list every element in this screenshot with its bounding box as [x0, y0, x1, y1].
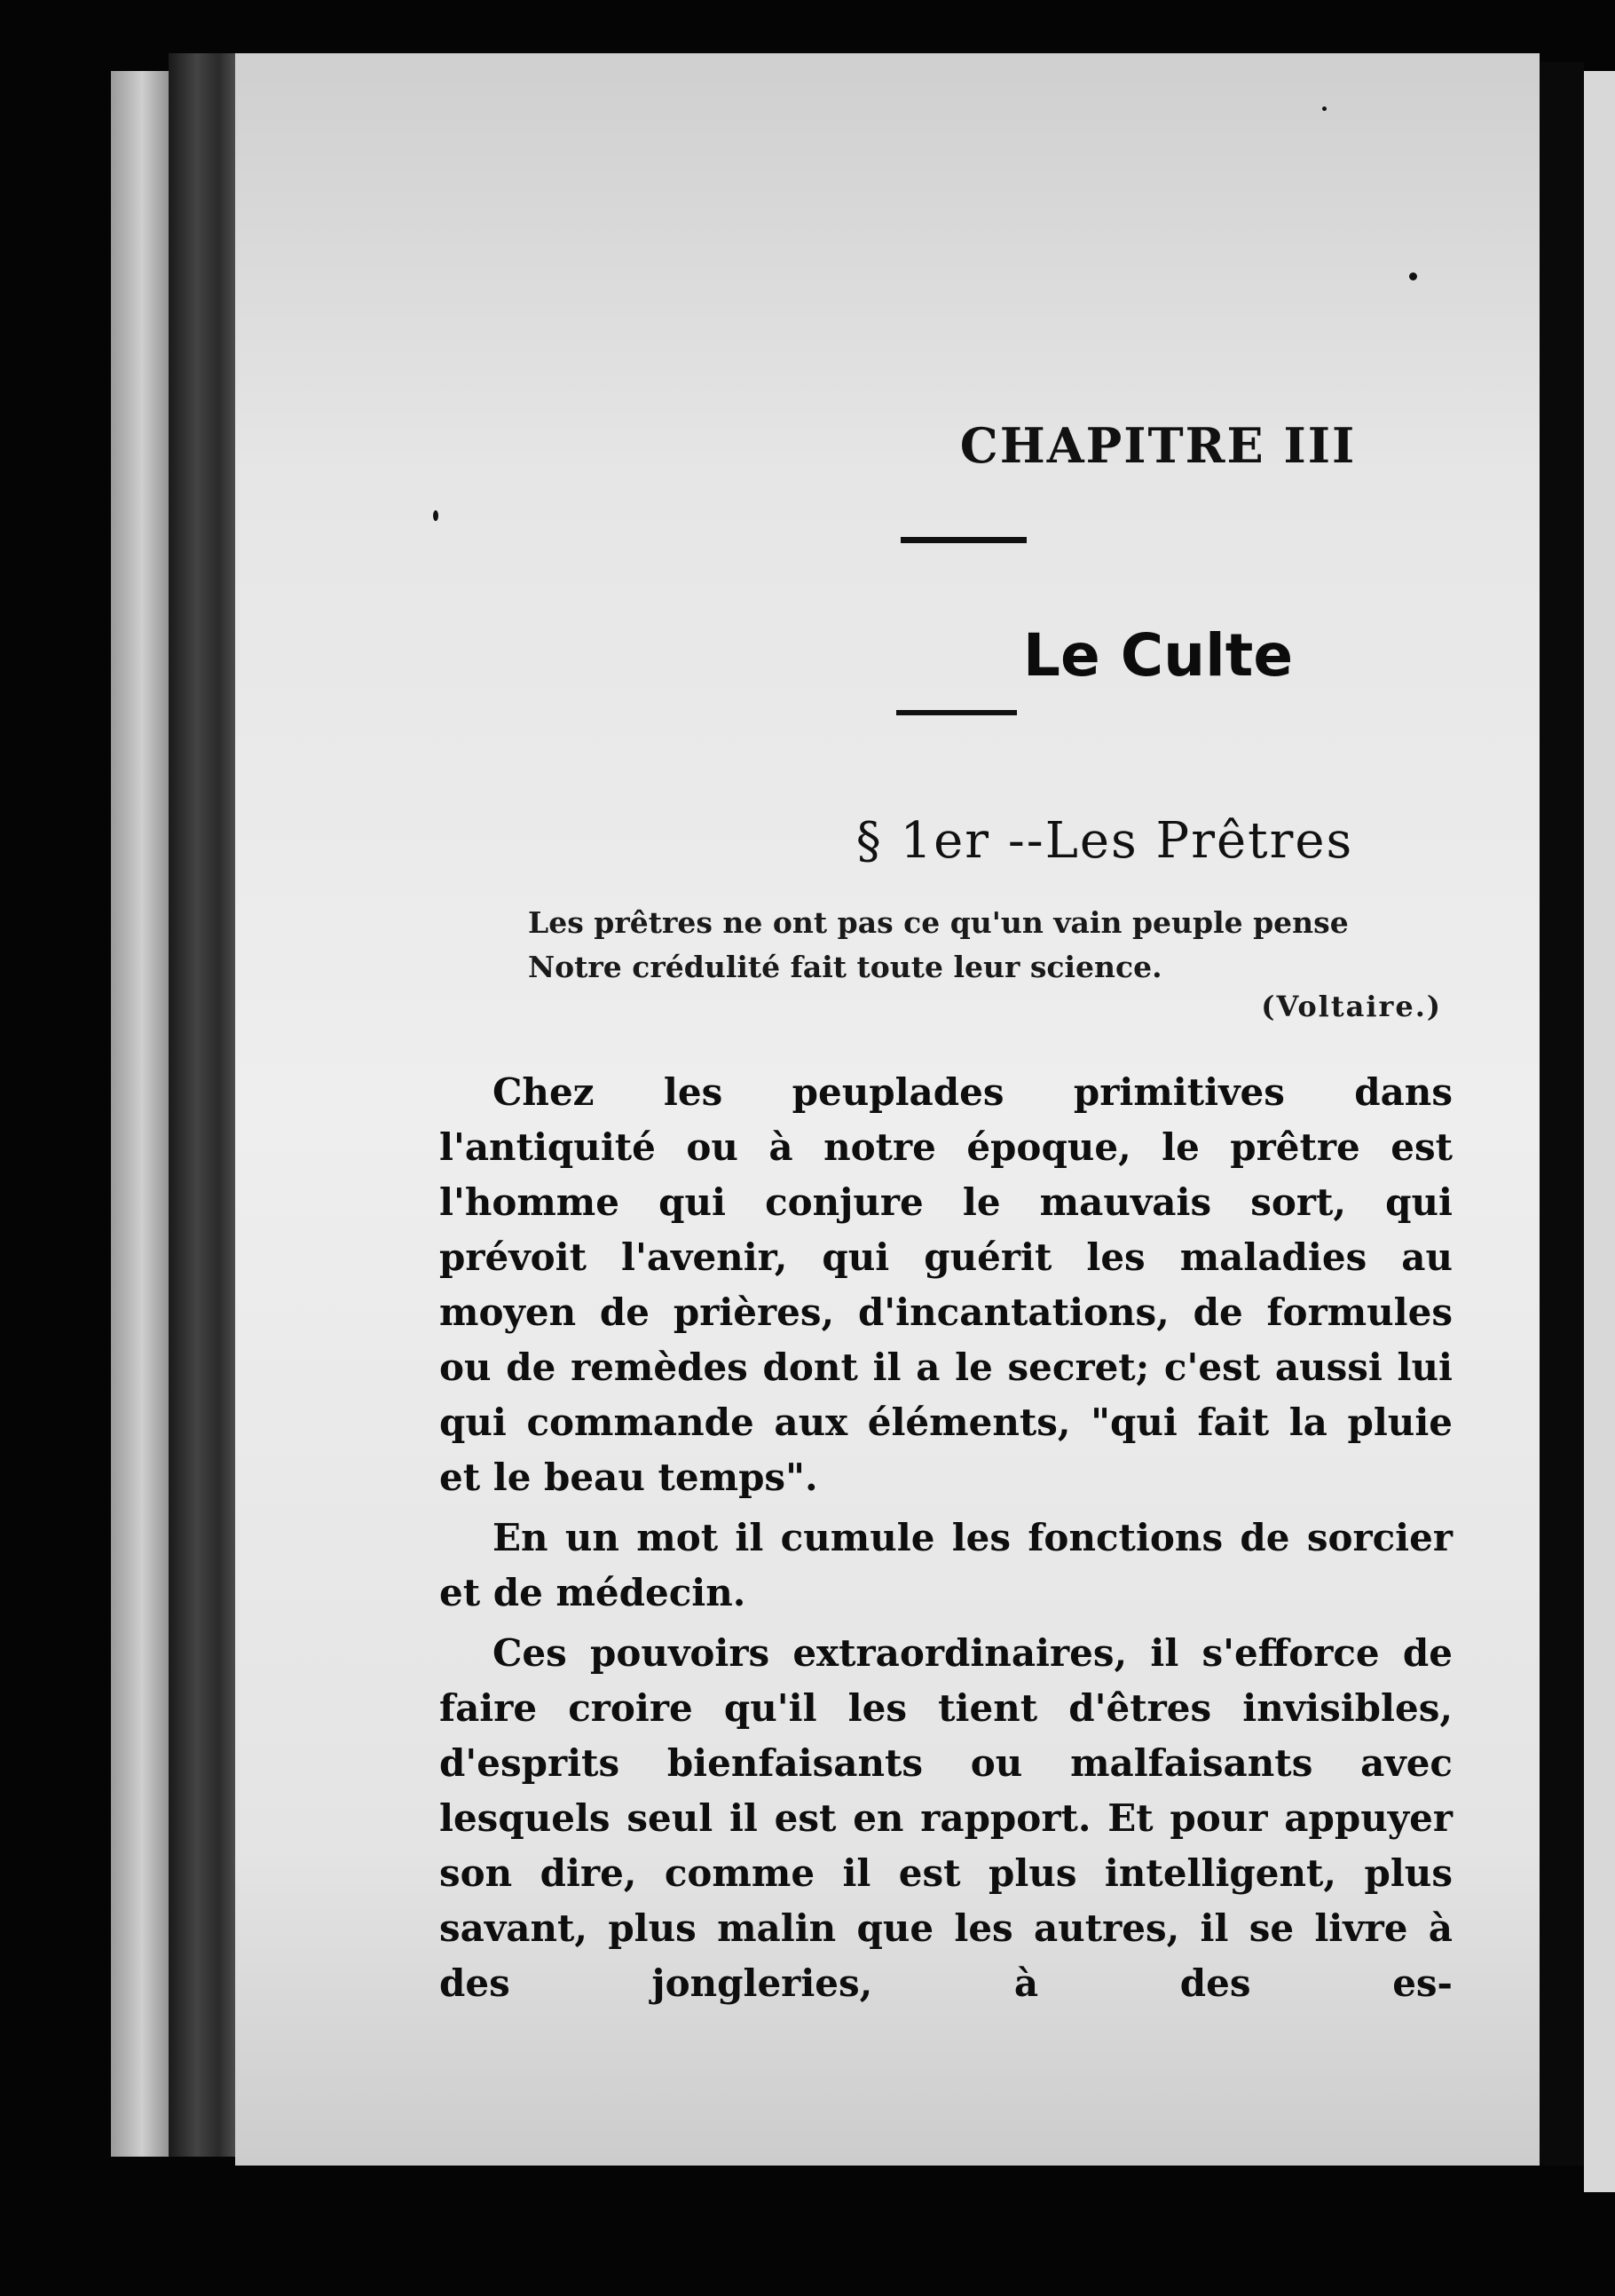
- chapter-heading: CHAPITRE III: [959, 417, 1357, 474]
- print-speck: [1322, 107, 1327, 111]
- print-speck: [433, 510, 438, 521]
- section-heading: § 1er --Les Prêtres: [855, 812, 1354, 870]
- paragraph: En un mot il cumule les fonctions de sorcier et de médecin.: [439, 1516, 1453, 1614]
- paragraph: Chez les peuplades primitives dans l'antiquité ou à notre époque, le prêtre est l'homme qui conjure le mauvais sort, qui prévoit l'avenir, qui guérit les maladies au moyen de prières, d'incantations, de formules ou de remèdes dont il a le secret; c'est aussi lui qui commande aux éléments, "qui fait la pluie et le beau temps".: [439, 1070, 1453, 1499]
- epigraph-line: Les prêtres ne ont pas ce qu'un vain peuple pense: [528, 905, 1349, 940]
- body-text: [439, 1065, 1453, 2011]
- epigraph-attribution: (Voltaire.): [1261, 990, 1442, 1023]
- print-speck: [1409, 272, 1417, 280]
- book-page: [235, 53, 1540, 2166]
- right-page-shadow: [1540, 62, 1584, 2166]
- book-page-edges: [111, 71, 173, 2157]
- epigraph-line: Notre crédulité fait toute leur science.: [528, 950, 1162, 984]
- facing-page-edge: [1584, 71, 1615, 2192]
- heading-rule-top: [901, 537, 1027, 543]
- epigraph: [528, 901, 1451, 990]
- chapter-title: Le Culte: [1022, 621, 1294, 690]
- book-gutter-shadow: [169, 53, 240, 2157]
- heading-rule-bottom: [896, 710, 1017, 715]
- paragraph: Ces pouvoirs extraordinaires, il s'efforce de faire croire qu'il les tient d'êtres invisibles, d'esprits bienfaisants ou malfaisants avec lesquels seul il est en rapport. Et pour appuyer son dire, comme il est plus intelligent, plus savant, plus malin que les autres, il se livre à des jongleries, à des es-: [439, 1631, 1453, 2005]
